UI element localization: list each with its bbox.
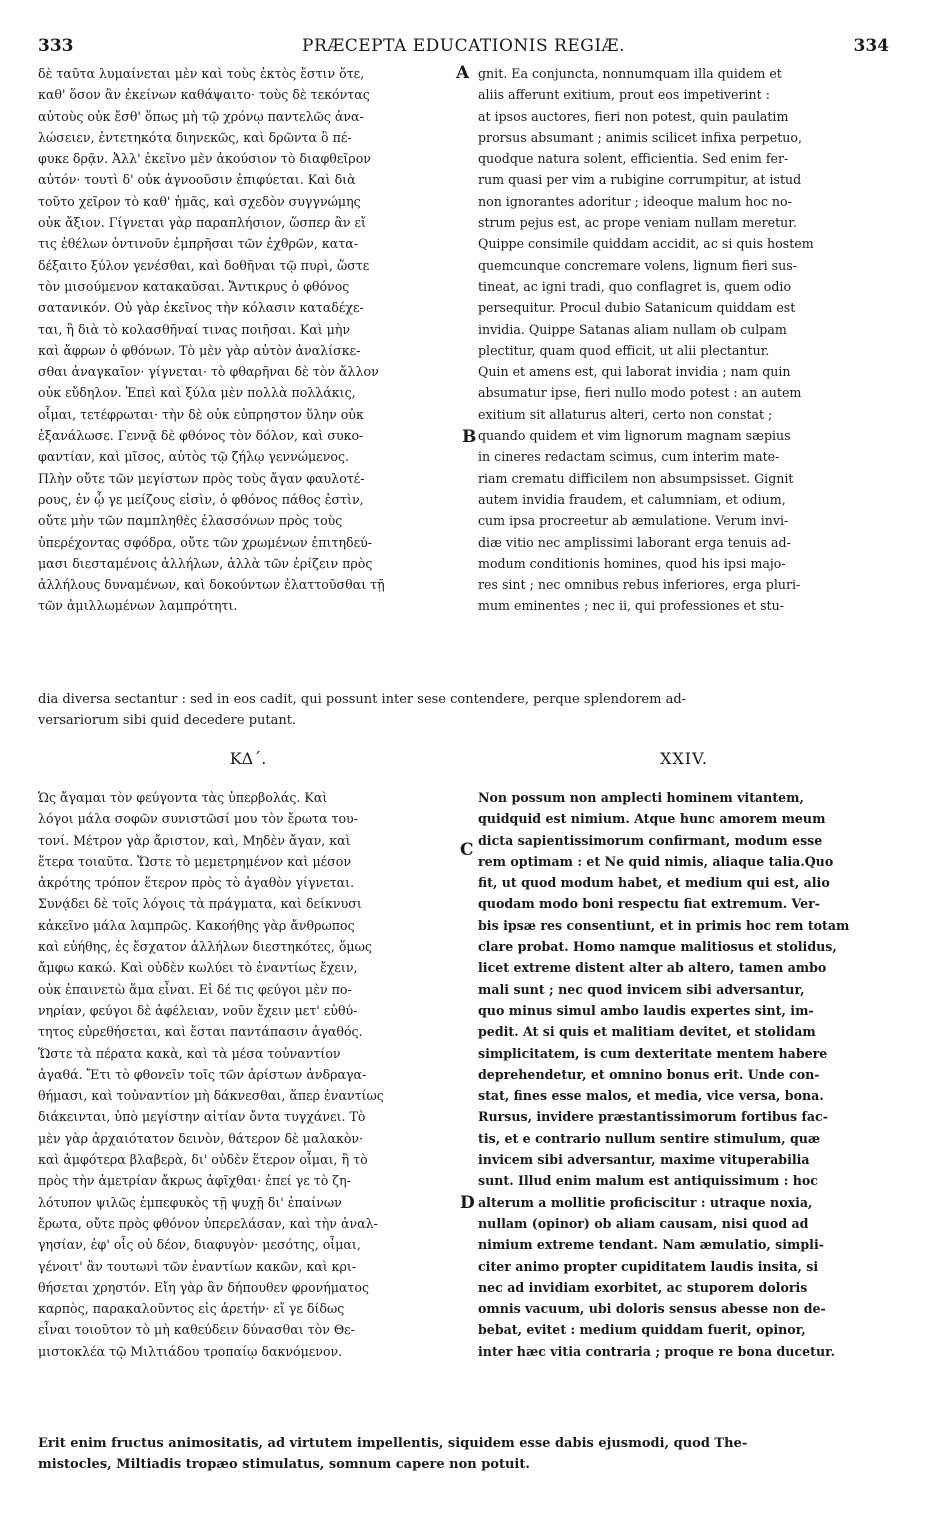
page-number-right: 334 (853, 36, 889, 56)
greek-text-line: λόγοι μάλα σοφῶν συνιστῶσί μου τὸν ἔρωτα του- (38, 811, 358, 827)
latin-text-line: strum pejus est, ac prope veniam nullam meretur. (478, 215, 797, 231)
latin-text-line: inter hæc vitia contraria ; proque re bona ducetur. (478, 1343, 835, 1359)
latin-text-line: quodque natura solent, efficientia. Sed enim fer- (478, 151, 789, 167)
latin-text-line: modum conditionis homines, quod his ipsi majo- (478, 555, 786, 571)
greek-text-line: ἄμφω κακώ. Καὶ οὐδὲν κωλύει τὸ ἐναντίως ἔχειν, (38, 960, 358, 976)
latin-text-line: aliis afferunt exitium, prout eos impetiverint : (478, 87, 770, 103)
latin-text-line: Rursus, invidere præstantissimorum fortibus fac- (478, 1109, 828, 1125)
greek-text-line: διάκεινται, ὑπὸ μεγίστην αἰτίαν ὄντα τυγχάνει. Τὸ (38, 1109, 366, 1125)
greek-text-line: νηρίαν, φεύγοι δὲ ἀφέλειαν, νοῦν ἔχειν μετ' εὐθύ- (38, 1002, 358, 1018)
latin-continuation-1 (38, 689, 890, 732)
greek-text-line: καθ' ὅσον ἂν ἐκείνων καθάψαιτο· τοὺς δὲ τεκόντας (38, 87, 370, 103)
latin-text-line: omnis vacuum, ubi doloris sensus abesse non de- (478, 1301, 826, 1317)
latin-text-line: autem invidia fraudem, et calumniam, et odium, (478, 491, 786, 507)
greek-text-line: αὐτοὺς οὐκ ἔσθ' ὅπως μὴ τῷ χρόνῳ παντελῶς ἀνα- (38, 108, 364, 124)
section-heading-latin: XXIV. (660, 749, 708, 768)
latin-text-line: Quin et amens est, qui laborat invidia ; nam quin (478, 364, 791, 380)
latin-text-line: sunt. Illud enim malum est antiquissimum : hoc (478, 1173, 818, 1189)
latin-text-line: plectitur, quam quod efficit, ut alii plectantur. (478, 342, 770, 358)
latin-text-line: Erit enim fructus animositatis, ad virtutem impellentis, siquidem esse dabis ejusmodi, quod The- (38, 1436, 748, 1451)
greek-text-line: Πλὴν οὔτε τῶν μεγίστων πρὸς τοὺς ἄγαν φαυλοτέ- (38, 470, 365, 486)
margin-marker-d: D (460, 1193, 475, 1213)
margin-marker-c: C (460, 840, 474, 860)
greek-text-line: ὑπερέχοντας σφόδρα, οὔτε τῶν χρωμένων ἐπιτηδεύ- (38, 534, 373, 550)
greek-text-line: σατανικόν. Οὐ γὰρ ἐκεῖνος τὴν κόλασιν καταδέχε- (38, 300, 364, 316)
latin-text-line: nimium extreme tendant. Nam æmulatio, simpli- (478, 1237, 824, 1253)
latin-text-line: absumatur ipse, fieri nullo modo potest : an autem (478, 385, 802, 401)
latin-text-line: deprehendetur, et omnino bonus erit. Unde con- (478, 1066, 820, 1082)
latin-text-line: gnit. Ea conjuncta, nonnumquam illa quidem et (478, 66, 782, 81)
latin-text-line: mali sunt ; nec quod invicem sibi adversantur, (478, 981, 805, 997)
greek-text-line: γένοιτ' ἂν τουτωνὶ τῶν ἐναντίων κακῶν, καὶ κρι- (38, 1258, 357, 1274)
latin-text-line: simplicitatem, is cum dexteritate mentem habere (478, 1045, 828, 1061)
greek-text-line: αὐτόν· τουτὶ δ' οὐκ ἀγνοοῦσιν ἐπιφύεται. Καὶ διὰ (38, 172, 356, 188)
greek-text-line: ρους, ἐν ᾧ γε μείζους εἰσὶν, ὁ φθόνος πάθος ἐστὶν, (38, 491, 364, 507)
greek-text-line: ἀλλήλους δυναμένων, καὶ δοκούντων ἐλαττοῦσθαι τῇ (38, 577, 385, 593)
latin-text-line: Quippe consimile quiddam accidit, ac si quis hostem (478, 236, 814, 252)
section-heading-greek: ΚΔ΄. (229, 749, 267, 768)
greek-text-line: τῶν ἀμιλλωμένων λαμπρότητι. (38, 598, 238, 614)
greek-text-line: κἀκεῖνο μάλα λαμπρῶς. Κακοήθης γὰρ ἄνθρωπος (38, 917, 355, 933)
latin-text-line: rum quasi per vim a rubigine corrumpitur, at istud (478, 172, 802, 188)
greek-text-line: μιστοκλέα τῷ Μιλτιάδου τροπαίῳ δακνόμενον. (38, 1343, 343, 1359)
greek-text-line: θήσεται χρηστόν. Εἴη γὰρ ἂν δήπουθεν φρονήματος (38, 1279, 370, 1295)
latin-continuation-2 (38, 1433, 890, 1476)
latin-text-section-2 (478, 787, 890, 1362)
latin-text-line: bis ipsæ res consentiunt, et in primis hoc rem totam (478, 917, 850, 933)
latin-text-line: pedit. At si quis et malitiam devitet, et stolidam (478, 1024, 816, 1040)
latin-text-line: quodam modo boni respectu fiat extremum. Ver- (478, 896, 821, 912)
greek-text-line: καρπὸς, παρακαλοῦντος εἰς ἀρετήν· εἴ γε δίδως (38, 1301, 345, 1317)
latin-text-line: res sint ; nec omnibus rebus inferiores, erga pluri- (478, 577, 801, 593)
greek-text-line: τὸν μισούμενον κατακαῦσαι. Ἄντικρυς ὁ φθόνος (38, 278, 350, 294)
greek-text-line: σθαι ἀναγκαῖον· γίγνεται· τὸ φθαρῆναι δὲ τὸν ἄλλον (38, 364, 379, 380)
latin-text-line: exitium sit allaturus alteri, certo non constat ; (478, 406, 773, 422)
margin-marker-b: B (462, 427, 477, 447)
latin-text-line: at ipsos auctores, fieri non potest, quin paulatim (478, 108, 789, 124)
margin-marker-a: A (456, 63, 470, 83)
greek-text-line: οἶμαι, τετέφρωται· τὴν δὲ οὐκ εὐπρηστον ὕλην οὐκ (38, 406, 364, 422)
greek-text-line: εἶναι τοιοῦτον τὸ μὴ καθεύδειν δύνασθαι τὸν Θε- (38, 1322, 355, 1338)
latin-text-line: invicem sibi adversantur, maxime vituperabilia (478, 1152, 810, 1168)
greek-text-line: λότυπον ψιλῶς ἐμπεφυκὸς τῇ ψυχῇ δι' ἐπαίνων (38, 1194, 342, 1210)
greek-text-line: οὐκ ἐπαινετὼ ἅμα εἶναι. Εἰ δέ τις φεύγοι μὲν πο- (38, 981, 352, 997)
latin-text-line: persequitur. Procul dubio Satanicum quiddam est (478, 300, 796, 316)
greek-text-line: ἔρωτα, οὔτε πρὸς φθόνον ὑπερελάσαν, καὶ τὴν ἀναλ- (38, 1215, 378, 1231)
greek-text-line: δέξαιτο ξύλον γενέσθαι, καὶ δοθῆναι τῷ πυρὶ, ὥστε (38, 257, 370, 273)
page-number-left: 333 (38, 36, 74, 56)
latin-text-line: prorsus absumant ; animis scilicet infixa perpetuo, (478, 129, 802, 145)
greek-text-line: τοῦτο χεῖρον τὸ καθ' ἡμᾶς, καὶ σχεδὸν συγγνώμης (38, 193, 361, 209)
running-title: PRÆCEPTA EDUCATIONIS REGIÆ. (302, 36, 625, 56)
latin-text-line: quo minus simul ambo laudis expertes sint, im- (478, 1002, 814, 1018)
latin-text-line: alterum a mollitie proficiscitur : utraque noxia, (478, 1194, 813, 1210)
greek-text-line: φυκε δρᾷν. Ἀλλ' ἐκεῖνο μὲν ἀκούσιον τὸ διαφθεῖρον (38, 151, 371, 167)
greek-text-section-1 (38, 63, 458, 617)
greek-text-line: καὶ εὐήθης, ἐς ἔσχατον ἀλλήλων διεστηκότες, ὅμως (38, 939, 372, 955)
greek-text-line: καὶ ἄφρων ὁ φθόνων. Τὸ μὲν γὰρ αὐτὸν ἀναλίσκε- (38, 342, 361, 358)
latin-text-line: riam crematu difficilem non absumpsisset. Gignit (478, 470, 794, 486)
greek-text-line: ἀγαθά. Ἔτι τὸ φθονεῖν τοῖς τῶν ἀρίστων ἀνδραγα- (38, 1066, 367, 1082)
greek-text-line: τις ἐθέλων ὁντινοῦν ἐμπρῆσαι τῶν ἐχθρῶν, κατα- (38, 236, 358, 252)
greek-text-line: ἀκρότης τρόπον ἕτερον πρὸς τὸ ἀγαθὸν γίγνεται. (38, 875, 355, 891)
running-header (38, 36, 889, 58)
greek-text-line: τητος εὑρεθήσεται, καὶ ἔσται παντάπασιν ἀγαθός. (38, 1024, 363, 1040)
latin-text-line: Non possum non amplecti hominem vitantem, (478, 790, 804, 805)
latin-text-line: quidquid est nimium. Atque hunc amorem meum (478, 811, 826, 827)
greek-text-line: θήμασι, καὶ τοὐναντίον μὴ δάκνεσθαι, ἅπερ ἐναντίως (38, 1088, 384, 1104)
latin-text-line: dia diversa sectantur : sed in eos cadit, qui possunt inter sese contendere, perque splendorem ad- (38, 692, 687, 707)
greek-text-line: δὲ ταῦτα λυμαίνεται μὲν καὶ τοὺς ἐκτὸς ἔστιν ὅτε, (38, 66, 365, 81)
latin-text-line: licet extreme distent alter ab altero, tamen ambo (478, 960, 827, 976)
greek-text-line: Ὡς ἄγαμαι τὸν φεύγοντα τὰς ὑπερβολάς. Καὶ (38, 790, 328, 805)
greek-text-line: ται, ἢ διὰ τὸ κολασθῆναί τινας ποιῆσαι. Καὶ μὴν (38, 321, 351, 337)
greek-text-line: καὶ ἀμφότερα βλαβερὰ, δι' οὐδὲν ἕτερον οἶμαι, ἢ τὸ (38, 1152, 368, 1168)
greek-text-line: πρὸς τὴν ἀμετρίαν ἄκρως ἀφῖχθαι· ἐπεί γε τὸ ζη- (38, 1173, 351, 1189)
greek-text-line: ἕτερα τοιαῦτα. Ὥστε τὸ μεμετρημένον καὶ μέσον (38, 853, 352, 869)
latin-text-line: in cineres redactam scimus, cum interim mate- (478, 449, 780, 465)
latin-text-line: bebat, evitet : medium quiddam fuerit, opinor, (478, 1322, 806, 1338)
latin-text-line: mistocles, Miltiadis tropæo stimulatus, somnum capere non potuit. (38, 1457, 530, 1473)
latin-text-line: fit, ut quod modum habet, et medium qui est, alio (478, 875, 830, 891)
greek-text-line: φαντίαν, καὶ μῖσος, αὐτὸς τῷ ζήλῳ γεννώμενος. (38, 449, 349, 465)
latin-text-line: citer animo propter cupiditatem laudis insita, si (478, 1258, 819, 1274)
greek-text-line: οὔτε μὴν τῶν παμπληθὲς ἐλασσόνων πρὸς τοὺς (38, 513, 343, 529)
latin-text-line: versariorum sibi quid decedere putant. (38, 713, 297, 729)
latin-text-line: rem optimam : et Ne quid nimis, aliaque talia.Quo (478, 853, 834, 869)
greek-text-line: μασι διεσταμένοις ἀλλήλων, ἀλλὰ τῶν ἐρίζειν πρὸς (38, 555, 373, 571)
latin-text-line: non ignorantes adoritur ; ideoque malum hoc no- (478, 193, 792, 209)
greek-text-line: οὐκ ἄξιον. Γίγνεται γὰρ παραπλήσιον, ὥσπερ ἂν εἴ (38, 215, 366, 231)
greek-text-section-2 (38, 787, 458, 1362)
greek-text-line: λώσειεν, ἐντετηκότα διηνεκῶς, καὶ δρῶντα ὃ πέ- (38, 129, 352, 145)
greek-text-line: Ὥστε τὰ πέρατα κακὰ, καὶ τὰ μέσα τοὐναντίον (38, 1045, 341, 1061)
latin-text-line: tis, et e contrario nullum sentire stimulum, quæ (478, 1130, 821, 1146)
latin-text-line: stat, fines esse malos, et media, vice versa, bona. (478, 1088, 824, 1104)
greek-text-line: γησίαν, ἐφ' οἷς οὐ δέον, διαφυγὸν· μεσότης, οἶμαι, (38, 1237, 361, 1253)
latin-text-line: dicta sapientissimorum confirmant, modum esse (478, 832, 823, 848)
greek-text-line: οὐκ εὔδηλον. Ἐπεὶ καὶ ξύλα μὲν πολλὰ πολλάκις, (38, 385, 356, 401)
latin-text-line: nec ad invidiam exorbitet, ac stuporem doloris (478, 1279, 808, 1295)
latin-text-line: quando quidem et vim lignorum magnam sæpius (478, 428, 791, 444)
greek-text-line: ἐξανάλωσε. Γεννᾷ δὲ φθόνος τὸν δόλον, καὶ συκο- (38, 428, 364, 444)
latin-text-line: invidia. Quippe Satanas aliam nullam ob culpam (478, 321, 787, 337)
latin-text-line: diæ vitio nec amplissimi laborant erga tenuis ad- (478, 534, 791, 550)
latin-text-line: tineat, ac igni tradi, quo conflagret is, quem odio (478, 278, 792, 294)
latin-text-section-1 (478, 63, 890, 617)
greek-text-line: μὲν γὰρ ἀρχαιότατον δεινὸν, θάτερον δὲ μαλακὸν· (38, 1130, 364, 1146)
latin-text-line: clare probat. Homo namque malitiosus et stolidus, (478, 939, 837, 955)
latin-text-line: cum ipsa procreetur ab æmulatione. Verum invi- (478, 513, 789, 529)
greek-text-line: τονί. Μέτρον γὰρ ἄριστον, καὶ, Μηδὲν ἄγαν, καὶ (38, 832, 351, 848)
latin-text-line: quemcunque concremare volens, lignum fieri sus- (478, 257, 797, 273)
latin-text-line: mum eminentes ; nec ii, qui professiones et stu- (478, 598, 784, 614)
latin-text-line: nullam (opinor) ob aliam causam, nisi quod ad (478, 1215, 809, 1231)
greek-text-line: Συνᾴδει δὲ τοῖς λόγοις τὰ πράγματα, καὶ δείκνυσι (38, 896, 362, 912)
